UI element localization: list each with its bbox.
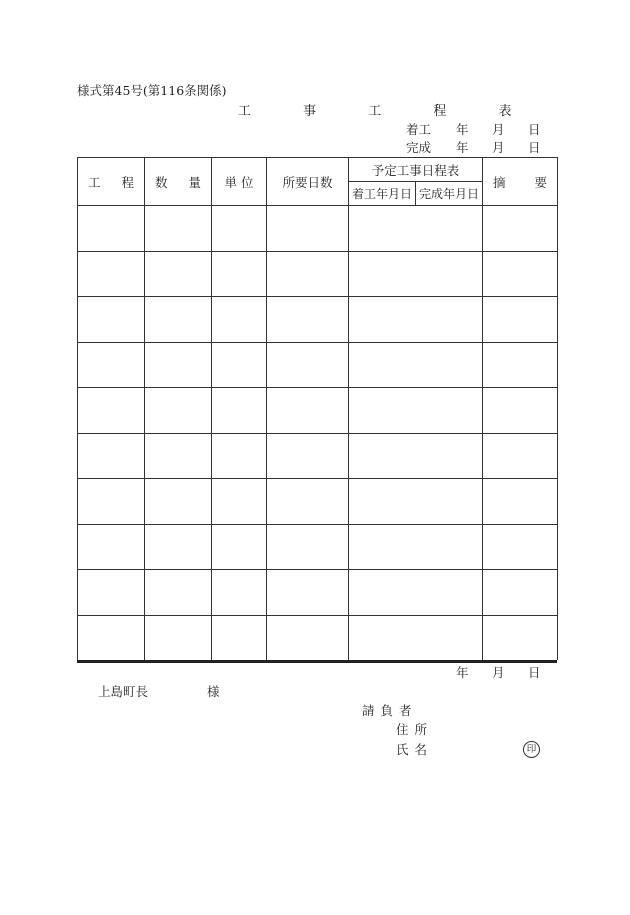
address-label: 住所 xyxy=(396,722,434,737)
start-year-label: 年 xyxy=(456,122,469,137)
table-cell xyxy=(78,342,145,388)
addressee-honorific: 様 xyxy=(207,684,220,699)
start-month-label: 月 xyxy=(492,122,505,137)
table-cell xyxy=(145,388,212,434)
table-cell xyxy=(78,433,145,479)
form-number: 様式第45号(第116条関係) xyxy=(77,83,227,98)
name-label: 氏名 xyxy=(396,742,434,757)
footer-year-label: 年 xyxy=(456,665,469,680)
table-cell xyxy=(483,615,558,660)
table-cell xyxy=(483,570,558,616)
footer-month-label: 月 xyxy=(492,665,505,680)
table-cell xyxy=(483,479,558,525)
table-cell xyxy=(212,615,267,660)
table-cell xyxy=(145,206,212,252)
table-cell xyxy=(78,570,145,616)
table-cell xyxy=(349,524,483,570)
table-cell xyxy=(212,433,267,479)
table-row xyxy=(78,615,558,660)
header-completion-date: 完成年月日 xyxy=(416,182,483,206)
table-cell xyxy=(145,433,212,479)
header-quantity: 数 量 xyxy=(145,158,212,206)
table-cell xyxy=(145,570,212,616)
table-cell xyxy=(483,251,558,297)
start-date-label: 着工 xyxy=(406,122,432,137)
table-cell xyxy=(349,479,483,525)
table-cell xyxy=(78,615,145,660)
table-cell xyxy=(78,388,145,434)
table-cell xyxy=(78,206,145,252)
contractor-label: 請負者 xyxy=(362,703,418,718)
table-cell xyxy=(267,206,349,252)
table-cell xyxy=(267,433,349,479)
table-cell xyxy=(349,251,483,297)
table-cell xyxy=(145,342,212,388)
schedule-table xyxy=(77,157,558,660)
table-cell xyxy=(212,524,267,570)
header-required-days: 所要日数 xyxy=(267,158,349,206)
header-remarks: 摘 要 xyxy=(483,158,558,206)
table-cell xyxy=(145,479,212,525)
table-row xyxy=(78,206,558,252)
table-cell xyxy=(78,251,145,297)
table-row xyxy=(78,251,558,297)
table-cell xyxy=(267,342,349,388)
table-cell xyxy=(267,615,349,660)
table-row xyxy=(78,342,558,388)
table-row xyxy=(78,479,558,525)
table-cell xyxy=(349,342,483,388)
table-cell xyxy=(212,297,267,343)
table-cell xyxy=(212,342,267,388)
start-day-label: 日 xyxy=(528,122,541,137)
table-cell xyxy=(145,615,212,660)
table-cell xyxy=(145,524,212,570)
table-cell xyxy=(349,297,483,343)
table-cell xyxy=(267,297,349,343)
header-work-process: 工 程 xyxy=(78,158,145,206)
completion-day-label: 日 xyxy=(528,140,541,155)
table-cell xyxy=(78,479,145,525)
table-cell xyxy=(212,251,267,297)
table-cell xyxy=(145,251,212,297)
table-cell xyxy=(483,206,558,252)
completion-date-label: 完成 xyxy=(406,140,432,155)
table-cell xyxy=(267,251,349,297)
table-cell xyxy=(145,297,212,343)
table-cell xyxy=(212,206,267,252)
table-cell xyxy=(212,570,267,616)
table-cell xyxy=(483,524,558,570)
table-cell xyxy=(349,433,483,479)
table-row xyxy=(78,524,558,570)
completion-year-label: 年 xyxy=(456,140,469,155)
document-title: 工 事 工 程 表 xyxy=(238,104,536,119)
footer-day-label: 日 xyxy=(528,665,541,680)
table-cell xyxy=(78,297,145,343)
addressee: 上島町長 xyxy=(98,684,149,699)
table-cell xyxy=(267,524,349,570)
table-cell xyxy=(267,388,349,434)
table-cell xyxy=(349,615,483,660)
header-planned-schedule: 予定工事日程表 xyxy=(349,158,483,182)
table-cell xyxy=(349,570,483,616)
table-bottom-rule xyxy=(77,660,557,663)
table-cell xyxy=(78,524,145,570)
table-cell xyxy=(349,206,483,252)
seal-mark: 印 xyxy=(523,741,540,758)
table-row xyxy=(78,570,558,616)
completion-month-label: 月 xyxy=(492,140,505,155)
table-cell xyxy=(212,388,267,434)
table-cell xyxy=(267,570,349,616)
header-start-date: 着工年月日 xyxy=(349,182,416,206)
table-row xyxy=(78,297,558,343)
table-row xyxy=(78,433,558,479)
table-cell xyxy=(483,342,558,388)
table-cell xyxy=(212,479,267,525)
table-row xyxy=(78,388,558,434)
table-cell xyxy=(483,297,558,343)
table-cell xyxy=(483,433,558,479)
table-cell xyxy=(267,479,349,525)
header-unit: 単 位 xyxy=(212,158,267,206)
table-cell xyxy=(483,388,558,434)
table-cell xyxy=(349,388,483,434)
